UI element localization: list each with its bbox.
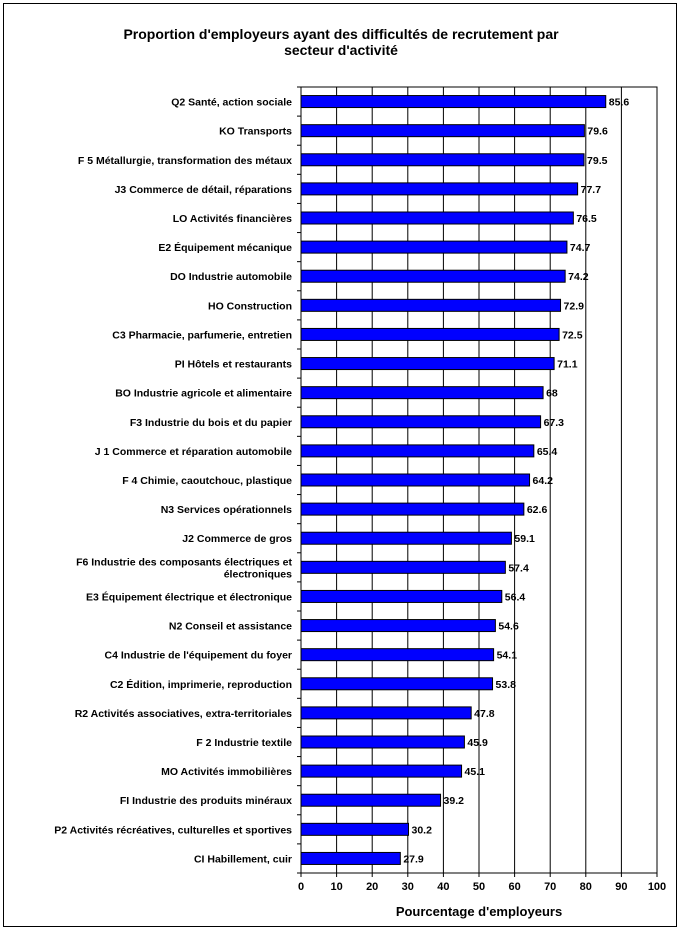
data-label: 79.5: [587, 154, 608, 167]
x-axis-label: Pourcentage d'employeurs: [395, 904, 563, 919]
bar: [301, 416, 541, 428]
bar: [301, 736, 464, 748]
bar: [301, 474, 530, 486]
category-label: J2 Commerce de gros: [182, 533, 292, 546]
data-label: 54.6: [498, 620, 519, 633]
category-label: BO Industrie agricole et alimentaire: [115, 387, 292, 400]
data-label: 72.5: [562, 329, 583, 342]
data-label: 45.9: [467, 737, 488, 749]
data-label: 59.1: [514, 533, 535, 546]
category-label: F6 Industrie des composants électriques et: [76, 556, 292, 569]
bar: [301, 794, 441, 806]
category-label: F 2 Industrie textile: [196, 737, 292, 749]
x-tick-label: 30: [401, 881, 414, 893]
category-label: J3 Commerce de détail, réparations: [114, 183, 292, 196]
bar: [301, 212, 573, 224]
bar: [301, 620, 495, 632]
x-tick-label: 100: [647, 881, 667, 893]
category-label: FI Industrie des produits minéraux: [119, 795, 292, 808]
bar: [301, 270, 565, 282]
data-label: 30.2: [411, 824, 432, 837]
data-label: 72.9: [563, 300, 584, 313]
chart-title-line: Proportion d'employeurs ayant des difficultés de recrutement par: [123, 26, 559, 42]
category-label: N2 Conseil et assistance: [168, 620, 292, 633]
data-label: 77.7: [580, 183, 602, 196]
category-label: électroniques: [223, 568, 292, 581]
category-label: DO Industrie automobile: [170, 271, 292, 284]
category-label: R2 Activités associatives, extra-territoriales: [74, 707, 292, 720]
bar: [301, 241, 567, 253]
data-label: 74.7: [569, 242, 591, 255]
data-label: 39.2: [443, 795, 464, 808]
bar: [301, 299, 561, 311]
category-label: P2 Activités récréatives, culturelles et sportives: [54, 824, 292, 837]
data-label: 54.1: [496, 649, 518, 662]
bar: [301, 154, 584, 166]
bar: [301, 387, 543, 399]
x-tick-label: 20: [366, 881, 379, 893]
data-label: 53.8: [495, 678, 516, 691]
bar: [301, 561, 505, 573]
x-tick-label: 40: [437, 881, 450, 893]
x-tick-label: 80: [579, 881, 592, 893]
category-label: J 1 Commerce et réparation automobile: [94, 445, 292, 458]
category-label: PI Hôtels et restaurants: [174, 358, 292, 371]
data-label: 67.3: [543, 416, 565, 429]
data-label: 47.8: [474, 707, 495, 720]
x-tick-label: 90: [615, 881, 628, 893]
data-label: 65.4: [536, 445, 558, 458]
category-label: F 5 Métallurgie, transformation des métaux: [77, 154, 292, 167]
bar: [301, 765, 462, 777]
data-label: 56.4: [504, 591, 526, 604]
category-label: F 4 Chimie, caoutchouc, plastique: [122, 475, 292, 487]
category-label: MO Activités immobilières: [161, 766, 292, 779]
bar: [301, 852, 400, 864]
bar: [301, 590, 502, 602]
x-tick-label: 70: [544, 881, 557, 893]
chart-title-line: secteur d'activité: [284, 42, 398, 58]
data-label: 76.5: [576, 213, 597, 225]
data-label: 79.6: [587, 125, 608, 138]
category-label: Q2 Santé, action sociale: [171, 96, 292, 109]
bar: [301, 649, 494, 661]
category-label: HO Construction: [208, 300, 292, 313]
category-label: E3 Équipement électrique et électronique: [86, 591, 292, 604]
bar: [301, 678, 493, 690]
data-label: 71.1: [557, 358, 578, 371]
data-label: 27.9: [403, 853, 424, 866]
x-tick-label: 50: [472, 881, 486, 893]
category-label: LO Activités financières: [172, 213, 292, 225]
data-label: 62.6: [526, 504, 548, 517]
bar: [301, 707, 471, 719]
category-label: N3 Services opérationnels: [160, 504, 292, 517]
category-label: C3 Pharmacie, parfumerie, entretien: [112, 329, 292, 342]
data-label: 85.6: [608, 96, 630, 109]
bar: [301, 125, 584, 137]
data-label: 45.1: [464, 766, 485, 779]
data-label: 68: [546, 387, 558, 400]
x-tick-label: 60: [508, 881, 521, 893]
category-label: F3 Industrie du bois et du papier: [129, 416, 292, 429]
x-tick-label: 10: [330, 881, 343, 893]
category-label: C4 Industrie de l'équipement du foyer: [104, 649, 292, 662]
category-label: C2 Édition, imprimerie, reproduction: [109, 678, 292, 691]
bar: [301, 532, 511, 544]
data-label: 57.4: [508, 562, 529, 575]
data-label: 64.2: [532, 475, 553, 487]
bar: [301, 328, 559, 340]
category-label: KO Transports: [219, 125, 292, 138]
category-label: CI Habillement, cuir: [193, 853, 292, 866]
bar: [301, 503, 524, 515]
bar: [301, 358, 554, 370]
bar: [301, 183, 578, 195]
bar: [301, 445, 534, 457]
data-label: 74.2: [568, 271, 589, 284]
bar: [301, 823, 409, 835]
x-tick-label: 0: [297, 881, 305, 893]
bar: [301, 96, 606, 108]
category-label: E2 Équipement mécanique: [158, 242, 292, 255]
